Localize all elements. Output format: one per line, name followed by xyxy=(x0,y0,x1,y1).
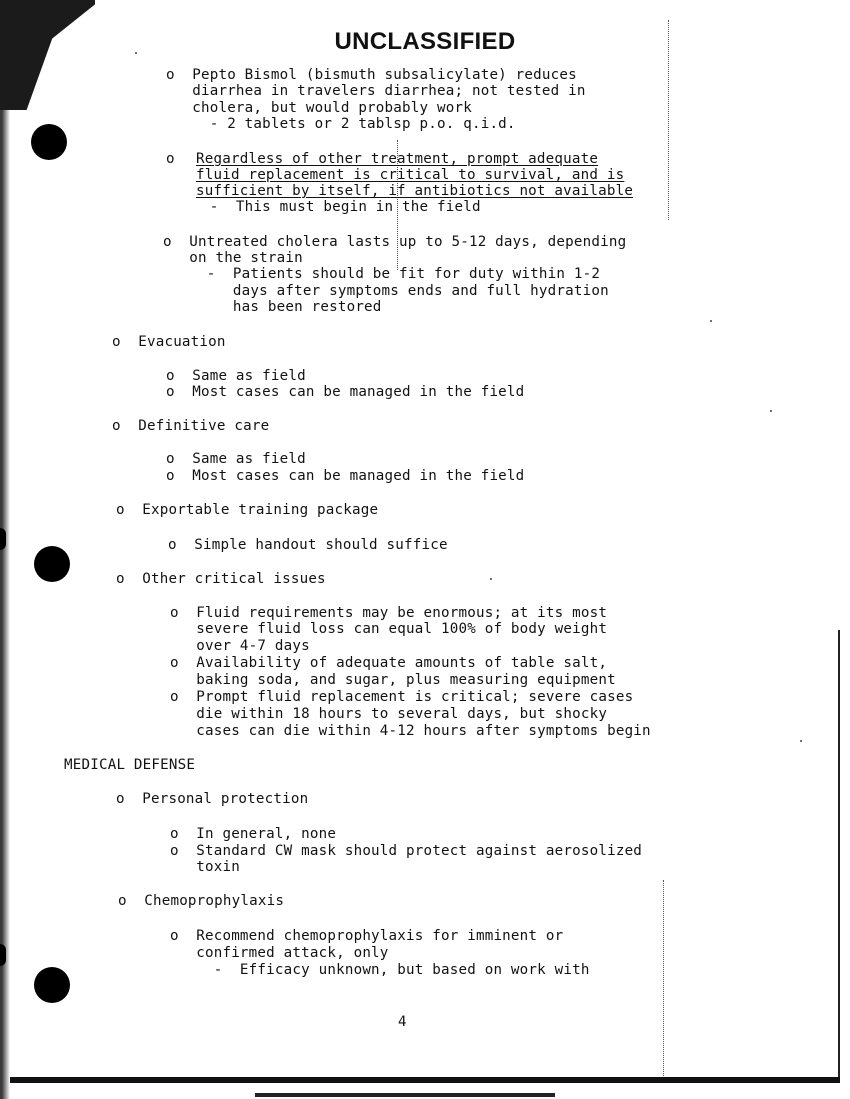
list-item: - Efficacy unknown, but based on work with xyxy=(170,962,590,978)
scan-speck xyxy=(710,320,712,322)
list-item: o Most cases can be managed in the field xyxy=(166,468,525,484)
page-number: 4 xyxy=(398,1014,407,1030)
list-item: baking soda, and sugar, plus measuring equipment xyxy=(170,672,616,688)
list-item: die within 18 hours to several days, but shocky xyxy=(170,706,608,722)
list-item: o Same as field xyxy=(166,368,306,384)
underlined-text-line: sufficient by itself, if antibiotics not available xyxy=(196,183,634,199)
heading-other-critical-issues: o Other critical issues xyxy=(116,571,326,587)
list-item: cases can die within 4-12 hours after symptoms begin xyxy=(170,723,651,739)
list-item: o Recommend chemoprophylaxis for imminent or xyxy=(170,928,564,944)
list-item: o In general, none xyxy=(170,826,337,842)
scan-right-rule xyxy=(838,630,840,1080)
scan-speck xyxy=(800,740,802,742)
punch-hole-bottom xyxy=(34,967,70,1003)
text-line: on the strain xyxy=(163,250,303,266)
text-line: cholera, but would probably work xyxy=(166,100,472,116)
list-item: o Prompt fluid replacement is critical; severe cases xyxy=(170,689,634,705)
text-line: - This must begin in the field xyxy=(166,199,481,215)
scan-edge-mark xyxy=(0,528,6,550)
list-item: over 4-7 days xyxy=(170,638,310,654)
underlined-text-line: fluid replacement is critical to survival, and is xyxy=(196,167,625,183)
scan-speck xyxy=(770,410,772,412)
text-line: has been restored xyxy=(163,299,382,315)
list-item: o Availability of adequate amounts of table salt, xyxy=(170,655,608,671)
list-item: o Most cases can be managed in the field xyxy=(166,384,525,400)
underlined-text-line: Regardless of other treatment, prompt adequate xyxy=(196,151,599,167)
list-item: o Fluid requirements may be enormous; at its most xyxy=(170,605,608,621)
scan-bottom-rule xyxy=(255,1093,555,1097)
list-item: o Standard CW mask should protect against aerosolized xyxy=(170,843,643,859)
list-item: o Same as field xyxy=(166,451,306,467)
scan-speck xyxy=(490,578,492,580)
text-line: days after symptoms ends and full hydration xyxy=(163,283,609,299)
punch-hole-top xyxy=(31,124,67,160)
scan-bottom-rule xyxy=(10,1077,840,1083)
heading-exportable-training: o Exportable training package xyxy=(116,502,379,518)
text-line: - 2 tablets or 2 tablsp p.o. q.i.d. xyxy=(166,116,516,132)
heading-personal-protection: o Personal protection xyxy=(116,791,309,807)
classification-marking: UNCLASSIFIED xyxy=(334,28,516,55)
text-line: diarrhea in travelers diarrhea; not tested in xyxy=(166,83,586,99)
list-item: o Simple handout should suffice xyxy=(168,537,448,553)
scan-edge-mark xyxy=(0,944,6,966)
punch-hole-middle xyxy=(34,546,70,582)
list-item: toxin xyxy=(170,859,240,875)
heading-definitive-care: o Definitive care xyxy=(112,418,270,434)
list-item: severe fluid loss can equal 100% of body weight xyxy=(170,621,608,637)
text-line: o Pepto Bismol (bismuth subsalicylate) reduces xyxy=(166,67,577,83)
list-item: confirmed attack, only xyxy=(170,945,389,961)
text-line: o Untreated cholera lasts up to 5-12 days, depending xyxy=(163,234,627,250)
heading-chemoprophylaxis: o Chemoprophylaxis xyxy=(118,893,285,909)
heading-evacuation: o Evacuation xyxy=(112,334,226,350)
text-line: - Patients should be fit for duty within 1-2 xyxy=(163,266,601,282)
section-heading-medical-defense: MEDICAL DEFENSE xyxy=(64,757,196,773)
bullet-marker: o xyxy=(166,151,193,167)
fold-line xyxy=(663,880,664,1080)
